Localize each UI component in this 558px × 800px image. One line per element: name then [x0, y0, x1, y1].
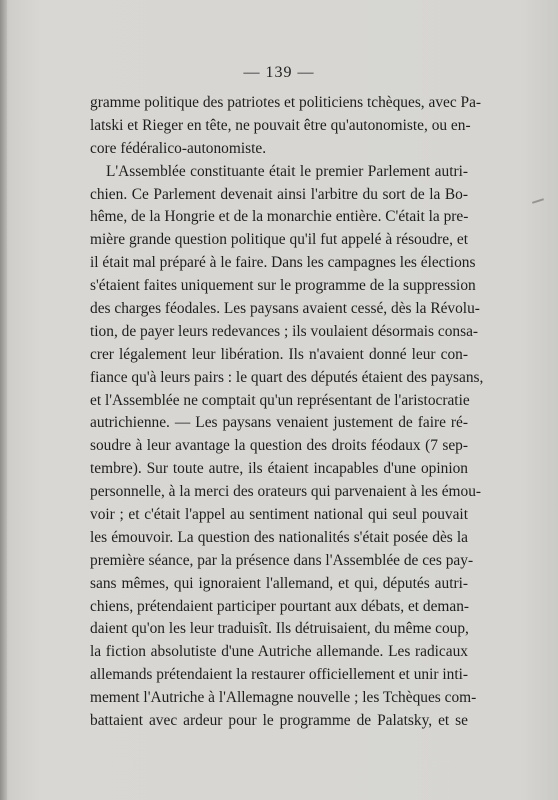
text-line: hême, de la Hongrie et de la monarchie entière. C'était la pre-	[90, 208, 469, 226]
text-line: tion, de payer leurs redevances ; ils voulaient désormais consa-	[90, 322, 479, 340]
text-line: chiens, prétendaient participer pourtant aux débats, et deman-	[90, 597, 470, 615]
text-line: et l'Assemblée ne comptait qu'un représentant de l'aristocratie	[90, 391, 470, 409]
text-line: battaient avec ardeur pour le programme de Palatsky, et se	[90, 712, 468, 730]
text-line: soudre à leur avantage la question des droits féodaux (7 sep-	[90, 437, 468, 455]
text-line: la fiction absolutiste d'une Autriche allemande. Les radicaux	[90, 643, 468, 661]
text-line: core fédéralico-autonomiste.	[90, 139, 267, 157]
text-line: chien. Ce Parlement devenait ainsi l'arbitre du sort de la Bo-	[90, 185, 468, 203]
text-line: sans mêmes, qui ignoraient l'allemand, et qui, députés autri-	[90, 574, 468, 592]
ink-mark	[532, 198, 544, 204]
text-line: des charges féodales. Les paysans avaient cessé, dès la Révolu-	[90, 300, 480, 318]
text-line: autrichienne. — Les paysans venaient justement de faire ré-	[90, 414, 468, 432]
page-binding-edge	[0, 0, 7, 800]
text-line: s'étaient faites uniquement sur le programme de la suppression	[90, 277, 476, 295]
text-line: mière grande question politique qu'il fut appelé à résoudre, et	[90, 231, 468, 249]
text-line: voir ; et c'était l'appel au sentiment national qui seul pouvait	[90, 506, 468, 524]
text-line: tembre). Sur toute autre, ils étaient incapables d'une opinion	[90, 460, 468, 478]
text-line: il était mal préparé à le faire. Dans les campagnes les élections	[90, 254, 476, 272]
page-number: — 139 —	[243, 64, 315, 81]
text-line: daient qu'on les leur traduisît. Ils détruisaient, du même coup,	[90, 620, 469, 638]
text-line: personnelle, à la merci des orateurs qui parvenaient à les émou-	[90, 483, 482, 501]
text-line: première séance, par la présence dans l'Assemblée de ces pay-	[90, 551, 474, 569]
text-line: latski et Rieger en tête, ne pouvait être qu'autonomiste, ou en-	[90, 116, 471, 134]
text-line: allemands prétendaient la restaurer officiellement et unir inti-	[90, 666, 468, 684]
text-line: fiance qu'à leurs pairs : le quart des députés étaient des paysans,	[90, 368, 484, 386]
text-line: mement l'Autriche à l'Allemagne nouvelle ; les Tchèques com-	[90, 689, 477, 707]
body-text	[90, 92, 484, 733]
text-line: les émouvoir. La question des nationalités s'était posée dès la	[90, 528, 468, 546]
text-line: gramme politique des patriotes et politiciens tchèques, avec Pa-	[90, 94, 482, 111]
text-line: L'Assemblée constituante était le premier Parlement autri-	[106, 162, 468, 180]
text-line: crer légalement leur libération. Ils n'avaient donné leur con-	[90, 345, 468, 363]
